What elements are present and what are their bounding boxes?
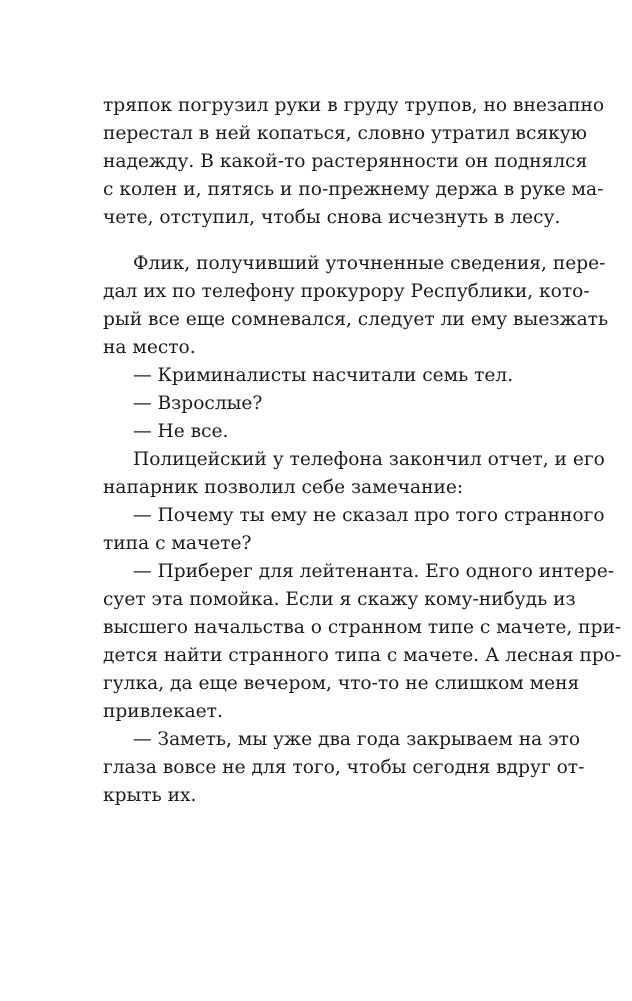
dialogue-line: — Приберег для лейтенанта. Его одного интере-	[133, 561, 614, 582]
text-line: напарник позволил себе замечание:	[103, 477, 464, 498]
text-line: сует эта помойка. Если я скажу кому-нибудь из	[103, 589, 576, 610]
text-line: Полицейский у телефона закончил отчет, и его	[133, 449, 605, 470]
text-line: тряпок погрузил руки в груду трупов, но внезапно	[103, 95, 605, 116]
text-line: типа с мачете?	[103, 533, 252, 554]
text-line: крыть их.	[103, 785, 197, 806]
text-line: с колен и, пятясь и по-прежнему держа в руке ма-	[103, 179, 604, 200]
text-line: привлекает.	[103, 701, 223, 722]
text-line: дал их по телефону прокурору Республики, кото-	[103, 281, 590, 302]
dialogue-line: — Не все.	[133, 421, 229, 442]
text-line: высшего начальства о странном типе с мачете, при-	[103, 617, 622, 638]
dialogue-line: — Заметь, мы уже два года закрываем на это	[133, 729, 581, 750]
text-line: чете, отступил, чтобы снова исчезнуть в лесу.	[103, 207, 561, 228]
text-line: на место.	[103, 337, 196, 358]
text-line: рый все еще сомневался, следует ли ему выезжать	[103, 309, 609, 330]
text-line: перестал в ней копаться, словно утратил всякую	[103, 123, 587, 144]
dialogue-line: — Криминалисты насчитали семь тел.	[133, 365, 514, 386]
dialogue-line: — Взрослые?	[133, 393, 263, 414]
text-line: надежду. В какой-то растерянности он поднялся	[103, 151, 588, 172]
dialogue-line: — Почему ты ему не сказал про того странного	[133, 505, 605, 526]
text-line: глаза вовсе не для того, чтобы сегодня вдруг от-	[103, 757, 585, 778]
text-line: Флик, получивший уточненные сведения, пере-	[133, 253, 606, 274]
text-line: гулка, да еще вечером, что-то не слишком меня	[103, 673, 580, 694]
text-line: дется найти странного типа с мачете. А лесная про-	[103, 645, 622, 666]
